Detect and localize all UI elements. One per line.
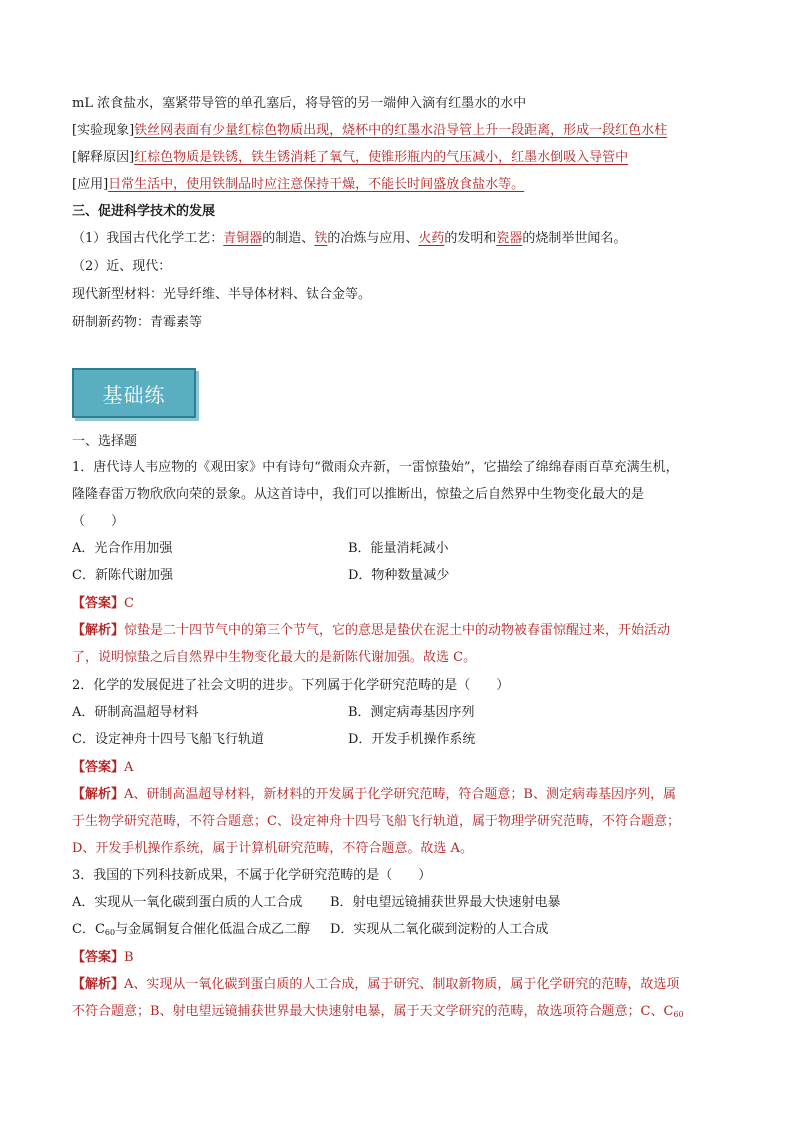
q1-stem-line1: 1．唐代诗人韦应物的《观田家》中有诗句“微雨众卉新，一雷惊蛰始”，它描绘了绵绵春雨百草充满生机， — [72, 460, 679, 475]
analysis-label: 【解析】 — [72, 787, 125, 802]
q3-stem: 3．我国的下列科技新成果，不属于化学研究范畴的是（ ） — [72, 868, 432, 883]
q2-analysis-line1 — [72, 785, 676, 805]
analysis-text: 惊蛰是二十四节气中的第三个节气，它的意思是蛰伏在泥土中的动物被春雷惊醒过来，开始活动 — [124, 623, 671, 638]
q1-option-d: D．物种数量减少 — [348, 568, 450, 583]
q1-analysis-line2: 了，说明惊蛰之后自然界中生物变化最大的是新陈代谢加强。故选 C。 — [72, 650, 477, 665]
answer-value: B — [124, 950, 134, 965]
q2-analysis-line3: D、开发手机操作系统，属于计算机研究范畴，不符合题意。故选 A。 — [72, 841, 473, 856]
question-section-heading: 一、选择题 — [72, 434, 138, 449]
q2-answer — [72, 758, 133, 778]
q2-option-b: B．测定病毒基因序列 — [348, 705, 475, 720]
q2-option-d: D．开发手机操作系统 — [348, 732, 476, 747]
q3-analysis-line1 — [72, 975, 679, 995]
option-c-prefix: C．C — [72, 922, 105, 937]
answer-label: 【答案】 — [72, 596, 125, 611]
reason-text: 红棕色物质是铁锈，铁生锈消耗了氧气，使锥形瓶内的气压减小，红墨水倒吸入导管中 — [134, 150, 629, 165]
new-drugs: 研制新药物：青霉素等 — [72, 315, 203, 330]
analysis-label: 【解析】 — [72, 623, 125, 638]
reason-label: [解释原因] — [72, 150, 135, 165]
ancient-craft-item — [72, 229, 626, 249]
subscript-60: 60 — [673, 1010, 684, 1019]
q1-answer — [72, 594, 134, 614]
basic-practice-title: 基础练 — [72, 368, 196, 418]
item-text: 的发明和 — [444, 231, 497, 246]
item-text: 的制造、 — [262, 231, 315, 246]
q1-blank: （ ） — [72, 514, 125, 529]
analysis-label: 【解析】 — [72, 977, 125, 992]
subscript-60: 60 — [104, 928, 116, 937]
q2-analysis-line2: 于生物学研究范畴，不符合题意；C、设定神舟十四号飞船飞行轨道，属于物理学研究范畴，不符合题意； — [72, 814, 680, 829]
phenomenon-text: 铁丝网表面有少量红棕色物质出现，烧杯中的红墨水沿导管上升一段距离，形成一段红色水柱 — [134, 123, 668, 138]
phenomenon-label: [实验现象] — [72, 123, 135, 138]
application-row — [72, 175, 524, 195]
answer-value: C — [124, 596, 134, 611]
keyword-bronze: 青铜器 — [223, 231, 263, 246]
analysis-text: 不符合题意；B、射电望远镜捕获世界最大快速射电暴，属于天文学研究的范畴，故选项符合题意；C、C — [72, 1004, 674, 1019]
keyword-gunpowder: 火药 — [418, 231, 445, 246]
q1-option-c: C．新陈代谢加强 — [72, 568, 173, 583]
item-text: 的冶炼与应用、 — [327, 231, 419, 246]
q1-option-b: B．能量消耗减小 — [348, 541, 449, 556]
q2-option-a: A．研制高温超导材料 — [72, 705, 199, 720]
item-text: 的烧制举世闻名。 — [522, 231, 627, 246]
q1-option-a: A．光合作用加强 — [72, 541, 173, 556]
analysis-text: A、研制高温超导材料，新材料的开发属于化学研究范畴，符合题意；B、测定病毒基因序列，属 — [124, 787, 676, 802]
phenomenon-row — [72, 121, 667, 141]
analysis-text: A、实现从一氧化碳到蛋白质的人工合成，属于研究、制取新物质，属于化学研究的范畴，故选项 — [124, 977, 680, 992]
keyword-iron: 铁 — [314, 231, 328, 246]
application-label: [应用] — [72, 177, 109, 192]
q1-options-row1 — [72, 539, 724, 559]
option-c-text: 与金属铜复合催化低温合成乙二醇 — [115, 922, 311, 937]
q3-option-c — [72, 922, 310, 937]
q3-answer — [72, 948, 134, 968]
q3-option-d: D．实现从二氧化碳到淀粉的人工合成 — [330, 922, 549, 937]
q3-option-a: A．实现从一氧化碳到蛋白质的人工合成 — [72, 895, 303, 910]
q3-option-b: B．射电望远镜捕获世界最大快速射电暴 — [330, 895, 561, 910]
item-prefix: （1）我国古代化学工艺： — [72, 231, 224, 246]
q2-options-row2 — [72, 730, 724, 750]
section-heading: 三、促进科学技术的发展 — [72, 204, 216, 219]
q2-options-row1 — [72, 703, 724, 723]
answer-label: 【答案】 — [72, 950, 125, 965]
q2-option-c: C．设定神舟十四号飞船飞行轨道 — [72, 732, 264, 747]
q1-analysis-line1 — [72, 621, 670, 641]
answer-label: 【答案】 — [72, 760, 125, 775]
reason-row — [72, 148, 628, 168]
q3-analysis-line2 — [72, 1002, 684, 1025]
experiment-step-text: mL 浓食盐水，塞紧带导管的单孔塞后，将导管的另一端伸入滴有红墨水的水中 — [72, 96, 527, 111]
keyword-porcelain: 瓷器 — [496, 231, 523, 246]
q3-options-row1 — [72, 893, 724, 913]
answer-value: A — [124, 760, 134, 775]
q3-options-row2 — [72, 920, 724, 943]
application-text: 日常生活中，使用铁制品时应注意保持干燥，不能长时间盛放食盐水等。 — [108, 177, 525, 192]
q2-stem: 2．化学的发展促进了社会文明的进步。下列属于化学研究范畴的是（ ） — [72, 678, 510, 693]
q1-stem-line2: 隆隆春雷万物欣欣向荣的景象。从这首诗中，我们可以推断出，惊蛰之后自然界中生物变化最大的是 — [72, 487, 645, 502]
new-materials: 现代新型材料：光导纤维、半导体材料、钛合金等。 — [72, 287, 372, 302]
q1-options-row2 — [72, 566, 724, 586]
modern-item: （2）近、现代： — [72, 259, 172, 274]
